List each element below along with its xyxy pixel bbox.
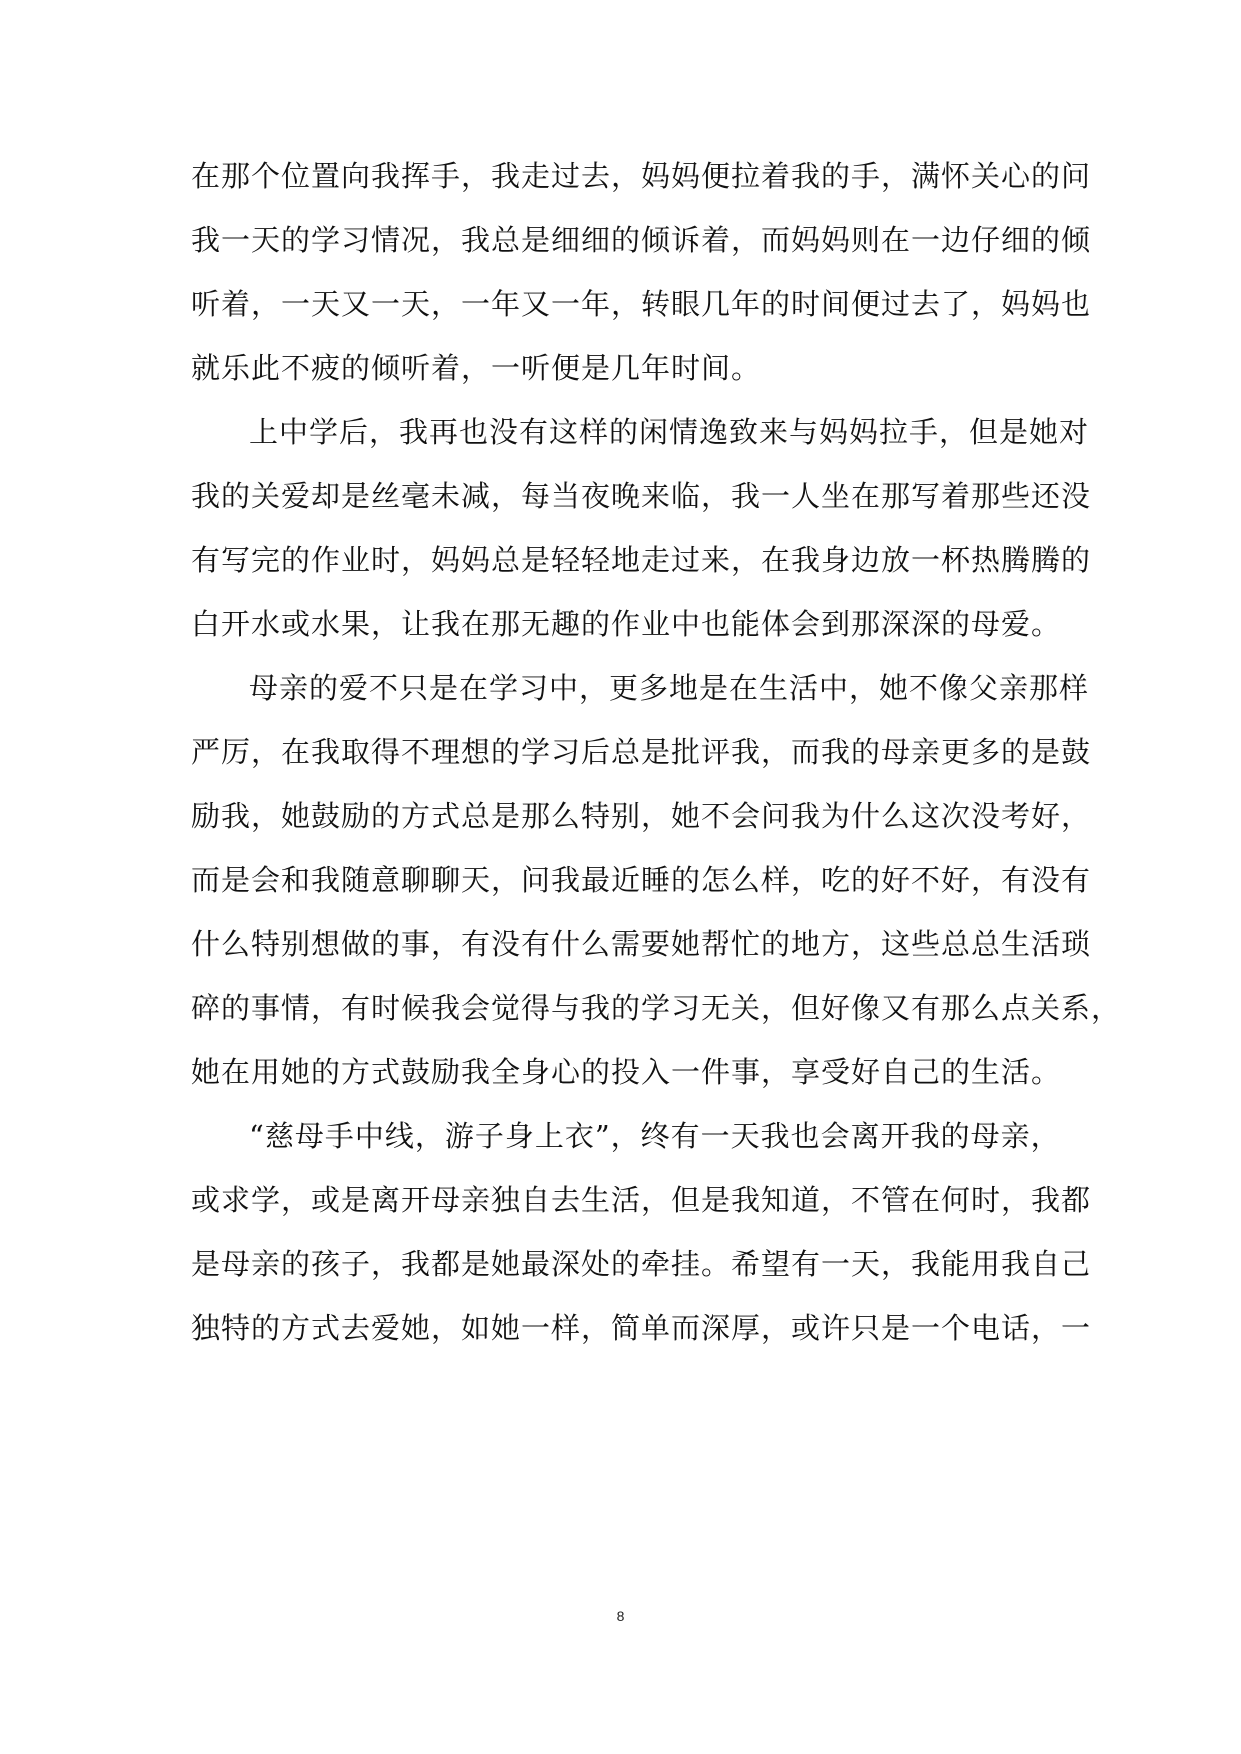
paragraph-start-line: “慈母手中线，游子身上衣”，终有一天我也会离开我的母亲， xyxy=(249,1119,1061,1153)
text-line: 是母亲的孩子，我都是她最深处的牵挂。希望有一天，我能用我自己 xyxy=(191,1247,1092,1281)
text-line: 严厉，在我取得不理想的学习后总是批评我，而我的母亲更多的是鼓 xyxy=(191,735,1092,769)
text-line: 什么特别想做的事，有没有什么需要她帮忙的地方，这些总总生活琐 xyxy=(191,927,1092,961)
text-line: 独特的方式去爱她，如她一样，简单而深厚，或许只是一个电话，一 xyxy=(191,1311,1092,1345)
text-line: 白开水或水果，让我在那无趣的作业中也能体会到那深深的母爱。 xyxy=(191,607,1062,641)
text-line: 或求学，或是离开母亲独自去生活，但是我知道，不管在何时，我都 xyxy=(191,1183,1092,1217)
text-line: 就乐此不疲的倾听着，一听便是几年时间。 xyxy=(191,351,762,385)
paragraph-start-line: 上中学后，我再也没有这样的闲情逸致来与妈妈拉手，但是她对 xyxy=(249,415,1090,449)
text-line: 我的关爱却是丝毫未减，每当夜晚来临，我一人坐在那写着那些还没 xyxy=(191,479,1092,513)
text-line: 碎的事情，有时候我会觉得与我的学习无关，但好像又有那么点关系， xyxy=(191,991,1122,1025)
paragraph-start-line: 母亲的爱不只是在学习中，更多地是在生活中，她不像父亲那样 xyxy=(249,671,1090,705)
text-line: 在那个位置向我挥手，我走过去，妈妈便拉着我的手，满怀关心的问 xyxy=(191,159,1092,193)
text-line: 而是会和我随意聊聊天，问我最近睡的怎么样，吃的好不好，有没有 xyxy=(191,863,1092,897)
text-line: 我一天的学习情况，我总是细细的倾诉着，而妈妈则在一边仔细的倾 xyxy=(191,223,1092,257)
page-number: 8 xyxy=(616,1608,625,1624)
body-text xyxy=(191,144,1122,1360)
text-line: 有写完的作业时，妈妈总是轻轻地走过来，在我身边放一杯热腾腾的 xyxy=(191,543,1092,577)
text-line: 励我，她鼓励的方式总是那么特别，她不会问我为什么这次没考好， xyxy=(191,799,1092,833)
text-line: 她在用她的方式鼓励我全身心的投入一件事，享受好自己的生活。 xyxy=(191,1055,1062,1089)
text-line: 听着，一天又一天，一年又一年，转眼几年的时间便过去了，妈妈也 xyxy=(191,287,1092,321)
